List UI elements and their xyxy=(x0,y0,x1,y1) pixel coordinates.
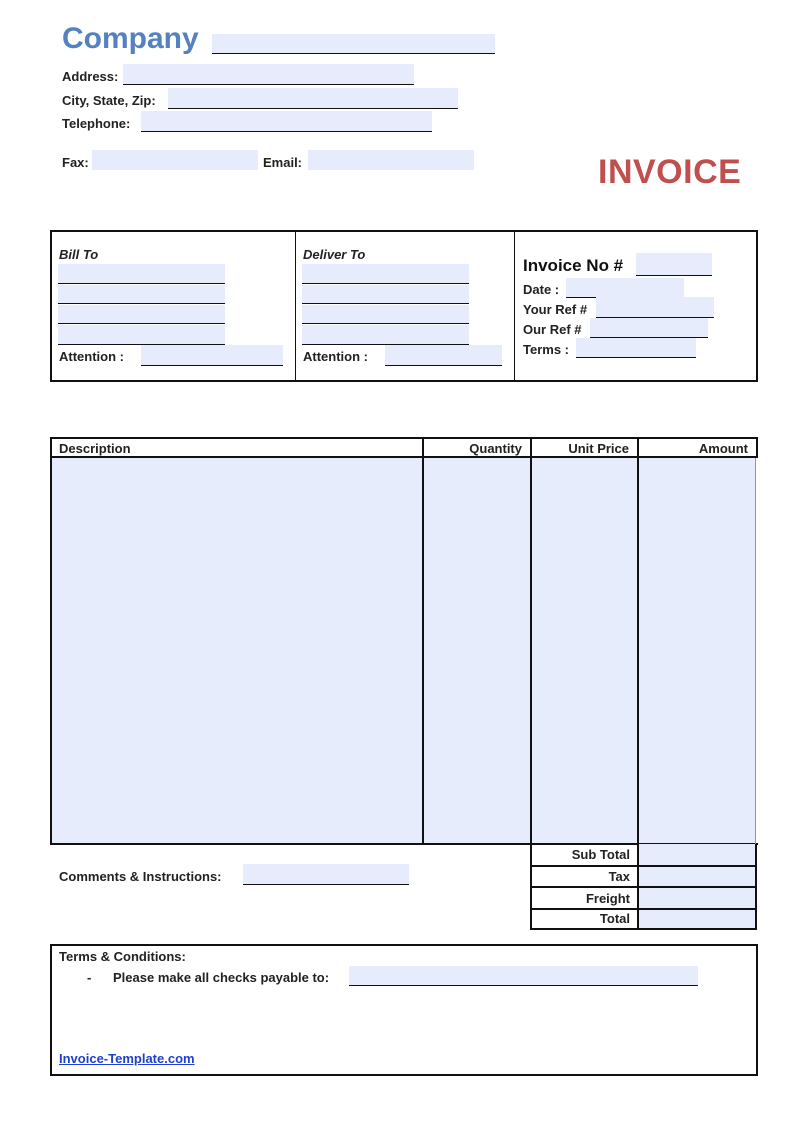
divider xyxy=(755,458,756,845)
deliver-to-line-4[interactable] xyxy=(302,325,469,345)
company-name: Company xyxy=(62,22,199,55)
deliver-to-attention-label: Attention : xyxy=(303,349,368,364)
checks-payable-field[interactable] xyxy=(349,966,698,986)
bill-to-attention-field[interactable] xyxy=(141,345,283,366)
terms-label: Terms : xyxy=(523,342,569,357)
fax-label: Fax: xyxy=(62,155,89,170)
telephone-field[interactable] xyxy=(141,111,432,132)
email-label: Email: xyxy=(263,155,303,170)
header-quantity: Quantity xyxy=(469,441,522,456)
address-field[interactable] xyxy=(123,64,414,85)
bill-to-heading: Bill To xyxy=(59,247,99,262)
email-field[interactable] xyxy=(308,150,474,170)
footer-link[interactable]: Invoice-Template.com xyxy=(59,1051,195,1066)
subtotal-label: Sub Total xyxy=(571,847,630,862)
total-label: Total xyxy=(599,911,630,926)
invoice-number-field[interactable] xyxy=(636,253,712,276)
deliver-to-line-3[interactable] xyxy=(302,305,469,324)
your-ref-label: Your Ref # xyxy=(523,302,588,317)
header-description: Description xyxy=(59,441,131,456)
divider xyxy=(531,908,756,910)
date-field[interactable] xyxy=(566,278,684,298)
bill-to-attention-label: Attention : xyxy=(59,349,124,364)
divider xyxy=(531,865,756,867)
address-label: Address: xyxy=(62,69,119,84)
city-field[interactable] xyxy=(168,88,458,109)
deliver-to-line-2[interactable] xyxy=(302,285,469,304)
bill-to-line-3[interactable] xyxy=(58,305,225,324)
tax-label: Tax xyxy=(608,869,630,884)
divider xyxy=(756,437,758,458)
invoice-title: INVOICE xyxy=(598,153,742,191)
divider xyxy=(295,231,296,381)
our-ref-field[interactable] xyxy=(590,318,708,338)
terms-heading: Terms & Conditions: xyxy=(59,949,186,964)
date-label: Date : xyxy=(523,282,560,297)
deliver-to-heading: Deliver To xyxy=(303,247,366,262)
bill-to-line-2[interactable] xyxy=(58,285,225,304)
items-table xyxy=(50,437,758,845)
divider xyxy=(422,438,424,844)
divider xyxy=(514,231,515,381)
fax-field[interactable] xyxy=(92,150,258,170)
company-name-field[interactable] xyxy=(212,34,495,54)
your-ref-field[interactable] xyxy=(596,297,714,318)
divider xyxy=(637,438,639,844)
divider xyxy=(531,886,756,888)
table-header-divider xyxy=(51,456,757,458)
comments-label: Comments & Instructions: xyxy=(59,869,222,884)
deliver-to-line-1[interactable] xyxy=(302,264,469,284)
comments-field[interactable] xyxy=(243,864,409,885)
freight-label: Freight xyxy=(585,891,630,906)
city-label: City, State, Zip: xyxy=(62,93,156,108)
terms-bullet: - xyxy=(87,970,92,985)
header-amount: Amount xyxy=(698,441,748,456)
telephone-label: Telephone: xyxy=(62,116,131,131)
our-ref-label: Our Ref # xyxy=(523,322,582,337)
checks-payable-label: Please make all checks payable to: xyxy=(113,970,330,985)
terms-field[interactable] xyxy=(576,338,696,358)
bill-to-line-1[interactable] xyxy=(58,264,225,284)
bill-to-line-4[interactable] xyxy=(58,325,225,345)
deliver-to-attention-field[interactable] xyxy=(385,345,502,366)
divider xyxy=(530,438,532,844)
invoice-number-label: Invoice No # xyxy=(523,256,624,275)
header-unit-price: Unit Price xyxy=(568,441,629,456)
